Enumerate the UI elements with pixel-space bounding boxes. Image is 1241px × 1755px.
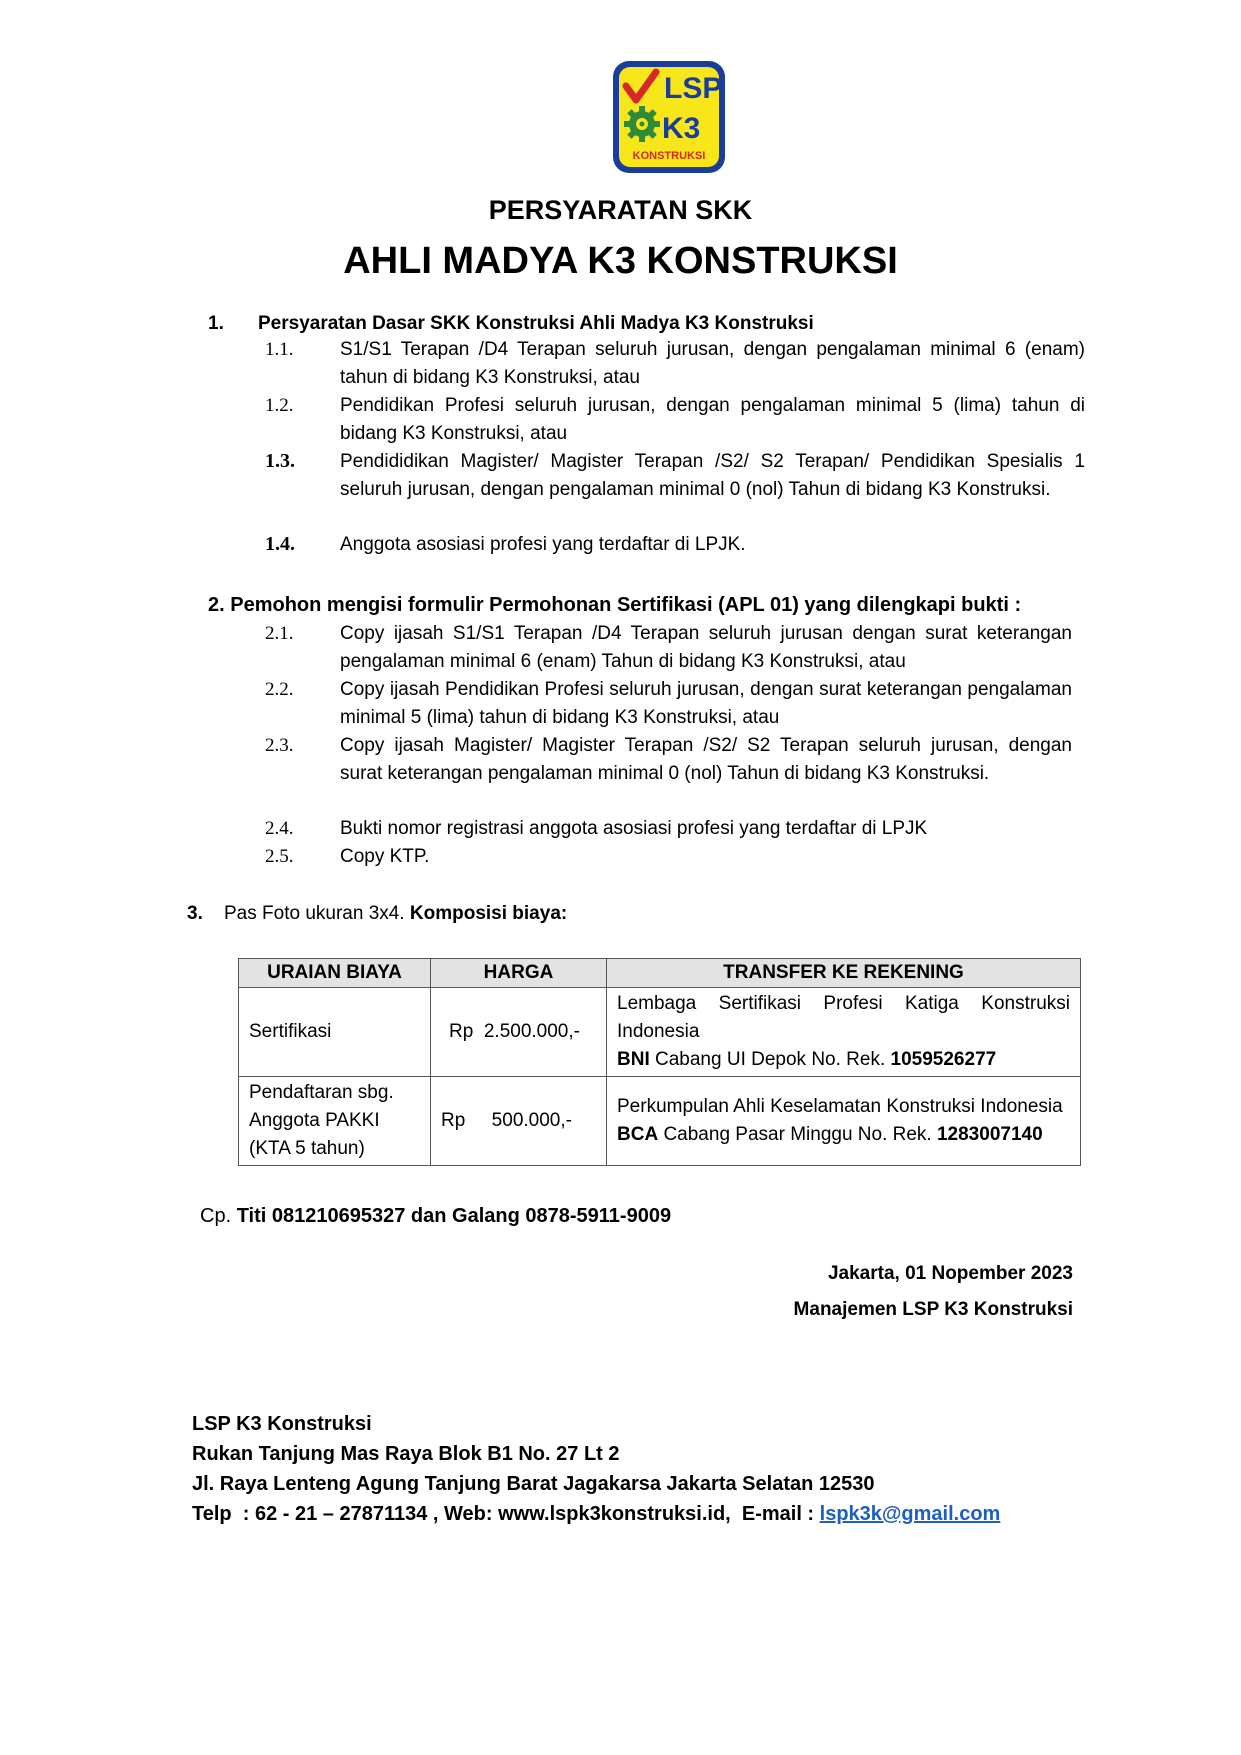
section2-item-num: 2.4. bbox=[265, 818, 294, 839]
svg-text:KONSTRUKSI: KONSTRUKSI bbox=[632, 150, 706, 162]
section1-item-text: S1/S1 Terapan /D4 Terapan seluruh jurusan, dengan pengalaman minimal 6 (enam) tahun di bidang K3 Konstruksi, atau bbox=[340, 339, 1085, 388]
section1-item-text: Pendidikan Profesi seluruh jurusan, dengan pengalaman minimal 5 (lima) tahun di bidang K3 Konstruksi, atau bbox=[340, 395, 1085, 444]
harga-text: Rp 2.500.000,- bbox=[449, 1021, 580, 1042]
table-row bbox=[239, 988, 1081, 1077]
cost-table bbox=[238, 958, 1081, 1166]
section2-item-num: 2.1. bbox=[265, 623, 294, 644]
rekening-account-line bbox=[617, 1121, 1070, 1149]
uraian-text: Sertifikasi bbox=[249, 1021, 332, 1042]
bank-name: BCA bbox=[617, 1124, 659, 1145]
title-main: AHLI MADYA K3 KONSTRUKSI bbox=[343, 240, 898, 282]
title-sub: PERSYARATAN SKK bbox=[488, 195, 753, 225]
section2-item-text: Bukti nomor registrasi anggota asosiasi profesi yang terdaftar di LPJK bbox=[340, 818, 928, 839]
harga-cell bbox=[431, 988, 607, 1077]
harga-cell bbox=[431, 1077, 607, 1166]
section2-item-text: Copy KTP. bbox=[340, 846, 430, 867]
section2-item-text: Copy ijasah S1/S1 Terapan /D4 Terapan seluruh jurusan dengan surat keterangan pengalaman minimal 6 (enam) Tahun di bidang K3 Konstruksi, atau bbox=[340, 623, 1072, 672]
section1-item-num: 1.2. bbox=[265, 395, 294, 416]
table-header: TRANSFER KE REKENING bbox=[607, 959, 1081, 988]
uraian-cell bbox=[239, 1077, 431, 1166]
section2-item-text: Copy ijasah Magister/ Magister Terapan /S2/ S2 Terapan seluruh jurusan, dengan surat keterangan pengalaman minimal 0 (nol) Tahun di bidang K3 Konstruksi. bbox=[340, 735, 1072, 784]
uraian-text: Pendaftaran sbg. bbox=[249, 1082, 394, 1103]
section1-item-num: 1.3. bbox=[265, 450, 295, 472]
svg-text:LSP: LSP bbox=[664, 72, 723, 105]
contact-line bbox=[200, 1205, 671, 1228]
signature-org: Manajemen LSP K3 Konstruksi bbox=[793, 1299, 1073, 1320]
contact-prefix: Cp. bbox=[200, 1205, 237, 1227]
section1-item-text: Pendididikan Magister/ Magister Terapan /S2/ S2 Terapan/ Pendidikan Spesialis 1 seluruh jurusan, dengan pengalaman minimal 0 (nol) Tahun di bidang K3 Konstruksi. bbox=[340, 451, 1085, 500]
section1-heading: Persyaratan Dasar SKK Konstruksi Ahli Madya K3 Konstruksi bbox=[258, 313, 814, 334]
section2-item-num: 2.3. bbox=[265, 735, 294, 756]
section1-num: 1. bbox=[208, 313, 224, 334]
footer-address-2: Jl. Raya Lenteng Agung Tanjung Barat Jagakarsa Jakarta Selatan 12530 bbox=[192, 1473, 875, 1495]
footer-org: LSP K3 Konstruksi bbox=[192, 1413, 372, 1435]
section1-item-num: 1.1. bbox=[265, 339, 294, 360]
footer-address-1: Rukan Tanjung Mas Raya Blok B1 No. 27 Lt 2 bbox=[192, 1443, 620, 1465]
uraian-text: Anggota PAKKI bbox=[249, 1110, 380, 1131]
table-header-row bbox=[239, 959, 1081, 988]
bank-branch: Cabang UI Depok No. Rek. bbox=[649, 1049, 891, 1070]
section1-item-text: Anggota asosiasi profesi yang terdaftar di LPJK. bbox=[340, 534, 746, 555]
svg-text:K3: K3 bbox=[662, 112, 701, 145]
uraian-cell bbox=[239, 988, 431, 1077]
section3-bold: Komposisi biaya: bbox=[409, 903, 568, 924]
table-row bbox=[239, 1077, 1081, 1166]
contact-persons: Titi 081210695327 dan Galang 0878-5911-9009 bbox=[236, 1205, 672, 1227]
rekening-cell bbox=[607, 1077, 1081, 1166]
bank-branch: Cabang Pasar Minggu No. Rek. bbox=[658, 1124, 937, 1145]
lsp-k3-logo bbox=[610, 58, 728, 176]
bank-name: BNI bbox=[617, 1049, 650, 1070]
section3-num: 3. bbox=[187, 903, 203, 924]
account-number: 1059526277 bbox=[890, 1049, 997, 1070]
rekening-account-line bbox=[617, 1046, 1070, 1074]
uraian-text: (KTA 5 tahun) bbox=[249, 1138, 365, 1159]
rekening-cell bbox=[607, 988, 1081, 1077]
footer-phone-web: Telp : 62 - 21 – 27871134 , Web: www.lspk3konstruksi.id, E-mail : bbox=[192, 1503, 820, 1525]
section2-item-num: 2.2. bbox=[265, 679, 294, 700]
section1-item-num: 1.4. bbox=[265, 533, 295, 555]
signature-place-date: Jakarta, 01 Nopember 2023 bbox=[827, 1263, 1073, 1284]
account-number: 1283007140 bbox=[936, 1124, 1043, 1145]
section2-item-num: 2.5. bbox=[265, 846, 294, 867]
footer-email-link[interactable]: lspk3k@gmail.com bbox=[819, 1503, 1001, 1525]
section2-heading: 2. Pemohon mengisi formulir Permohonan Sertifikasi (APL 01) yang dilengkapi bukti : bbox=[208, 594, 1022, 616]
section3-text: Pas Foto ukuran 3x4. bbox=[224, 903, 405, 924]
table-header: HARGA bbox=[431, 959, 607, 988]
section3-line bbox=[224, 903, 567, 925]
rekening-name: Perkumpulan Ahli Keselamatan Konstruksi Indonesia bbox=[617, 1096, 1063, 1117]
harga-text: Rp 500.000,- bbox=[441, 1110, 572, 1131]
footer-contact bbox=[192, 1503, 1000, 1526]
section2-item-text: Copy ijasah Pendidikan Profesi seluruh jurusan, dengan surat keterangan pengalaman minimal 5 (lima) tahun di bidang K3 Konstruksi, atau bbox=[340, 679, 1072, 728]
table-header: URAIAN BIAYA bbox=[239, 959, 431, 988]
rekening-name: Lembaga Sertifikasi Profesi Katiga Konstruksi Indonesia bbox=[617, 993, 1070, 1042]
